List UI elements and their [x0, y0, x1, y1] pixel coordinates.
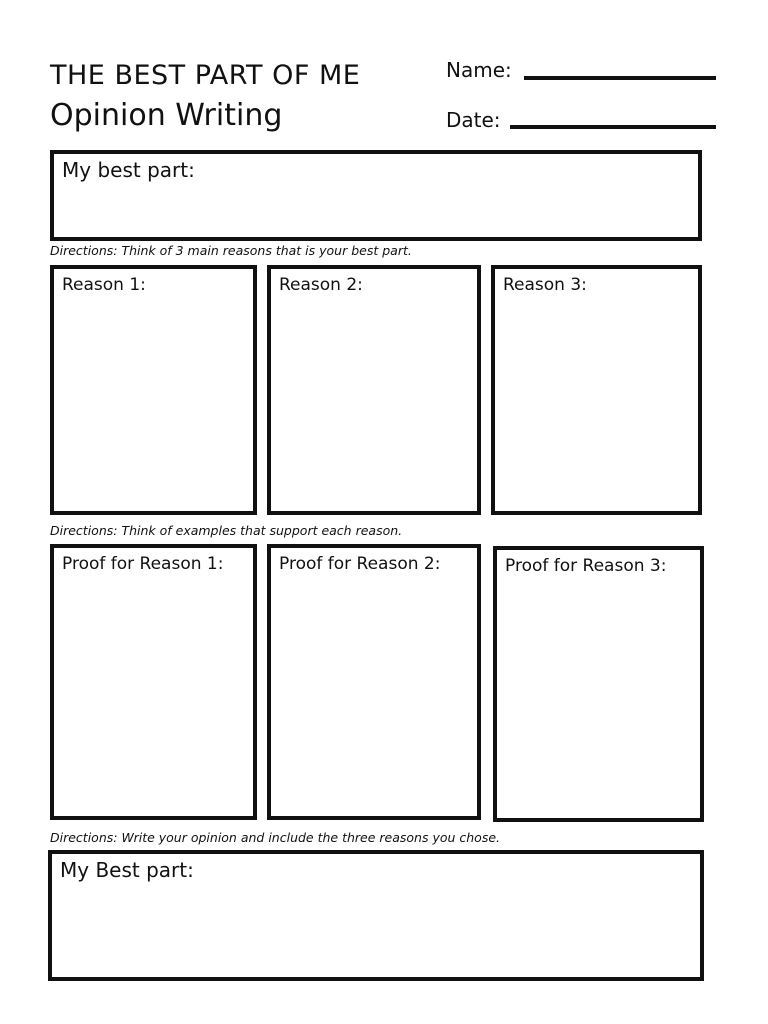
reason-box-2[interactable]: [267, 265, 481, 515]
reason-label-3: Reason 3:: [503, 275, 587, 295]
final-best-part-label: My Best part:: [60, 858, 194, 882]
proof-label-1: Proof for Reason 1:: [62, 554, 224, 574]
reason-label-1: Reason 1:: [62, 275, 146, 295]
date-line[interactable]: [510, 125, 716, 129]
proof-label-3: Proof for Reason 3:: [505, 556, 667, 576]
final-best-part-box[interactable]: [48, 850, 704, 981]
directions-opinion: Directions: Write your opinion and include the three reasons you chose.: [50, 830, 501, 845]
best-part-box[interactable]: [50, 150, 702, 241]
worksheet-title: THE BEST PART OF ME: [50, 60, 361, 91]
directions-proofs: Directions: Think of examples that support each reason.: [50, 523, 403, 538]
directions-reasons: Directions: Think of 3 main reasons that is your best part.: [50, 243, 412, 258]
proof-box-1[interactable]: [50, 544, 257, 820]
proof-box-2[interactable]: [267, 544, 481, 820]
worksheet-subtitle: Opinion Writing: [50, 98, 283, 133]
reason-box-1[interactable]: [50, 265, 257, 515]
proof-label-2: Proof for Reason 2:: [279, 554, 441, 574]
proof-box-3[interactable]: [493, 546, 704, 822]
best-part-label: My best part:: [62, 158, 195, 182]
reason-label-2: Reason 2:: [279, 275, 363, 295]
name-line[interactable]: [524, 76, 716, 80]
name-label: Name:: [446, 58, 512, 82]
date-label: Date:: [446, 108, 501, 132]
reason-box-3[interactable]: [491, 265, 702, 515]
